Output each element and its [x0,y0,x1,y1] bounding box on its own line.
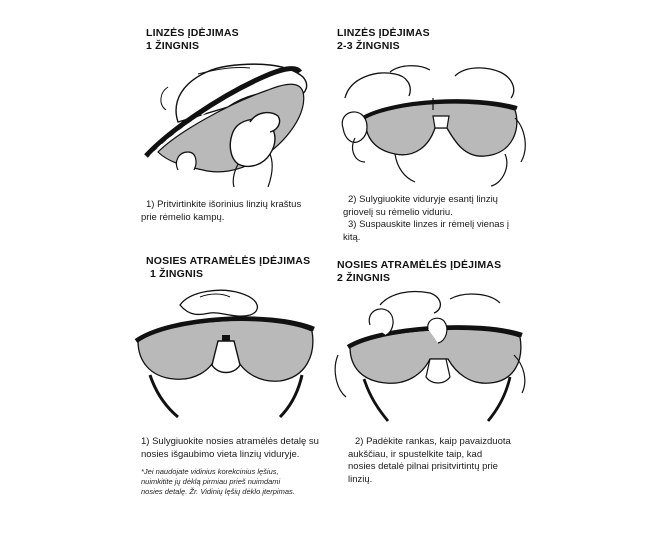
panel-2-heading-line-2: 2-3 ŽINGNIS [337,40,400,52]
panel-3-heading [146,255,310,281]
panel-4-heading-line-2: 2 ŽINGNIS [337,272,391,284]
panel-3-caption-line-2: nosies išgaubimo vieta linzių viduryje. [141,448,300,460]
panel-4-caption-line-4: linzių. [348,473,373,485]
panel-1-heading-line-1: LINZĖS ĮDĖJIMAS [146,27,239,39]
panel-3-note-line-2: nuimkitite jų dėklą pirmiau prieš nuimdami [141,477,281,486]
panel-3-note-line-1: *Jei naudojate vidinius korekcinius lęšius, [141,467,279,476]
panel-1-caption-line-1: 1) Pritvirtinkite išorinius linzių kraštus [146,199,302,210]
panel-2-caption-line-3: 3) Suspauskite linzes ir rėmelį vienas į [348,219,510,230]
panel-1-heading-line-2: 1 ŽINGNIS [146,40,200,52]
panel-4-heading-line-1: NOSIES ATRAMĖLĖS ĮDĖJIMAS [337,259,502,271]
panel-3-heading-line-1: NOSIES ATRAMĖLĖS ĮDĖJIMAS [146,255,311,267]
hand-drawing [345,73,410,98]
panel-2-caption [343,194,509,244]
panel-3-caption [141,436,319,461]
panel-3-note-line-3: nosies detalę. Žr. Vidinių lęšių dėklo įterpimas. [141,487,295,496]
panel-1-caption-line-2: prie rėmelio kampų. [141,211,225,223]
panel-2-caption-line-2: griovelį su rėmelio viduriu. [343,206,453,218]
hand-drawing [380,292,440,314]
panel-3-note [141,467,295,497]
panel-4-caption-line-1: 2) Padėkite rankas, kaip pavaizduota [355,436,511,447]
glasses-drawing [365,103,517,156]
panel-1-illustration [138,52,323,187]
panel-1-heading [146,27,239,53]
panel-4-caption [348,436,511,486]
panel-2-caption-line-1: 2) Sulygiuokite viduryje esantį linzių [348,194,498,205]
panel-3-heading-line-2: 1 ŽINGNIS [150,268,204,280]
panel-4-caption-line-2: aukščiau, ir spustelkite taip, kad [348,448,483,460]
panel-1-caption [141,199,301,224]
panel-2-heading-line-1: LINZĖS ĮDĖJIMAS [337,27,430,39]
panel-2-caption-line-4: kitą. [343,231,361,243]
panel-3-caption-line-1: 1) Sulygiuokite nosies atramėlės detalę su [141,436,319,447]
panel-2-heading [337,27,430,53]
panel-3-illustration [130,285,320,420]
panel-2-illustration [335,58,530,188]
panel-4-illustration [330,285,530,425]
panel-4-heading [337,259,501,285]
panel-4-caption-line-3: nosies detalė pilnai prisitvirtintų prie [348,461,498,472]
